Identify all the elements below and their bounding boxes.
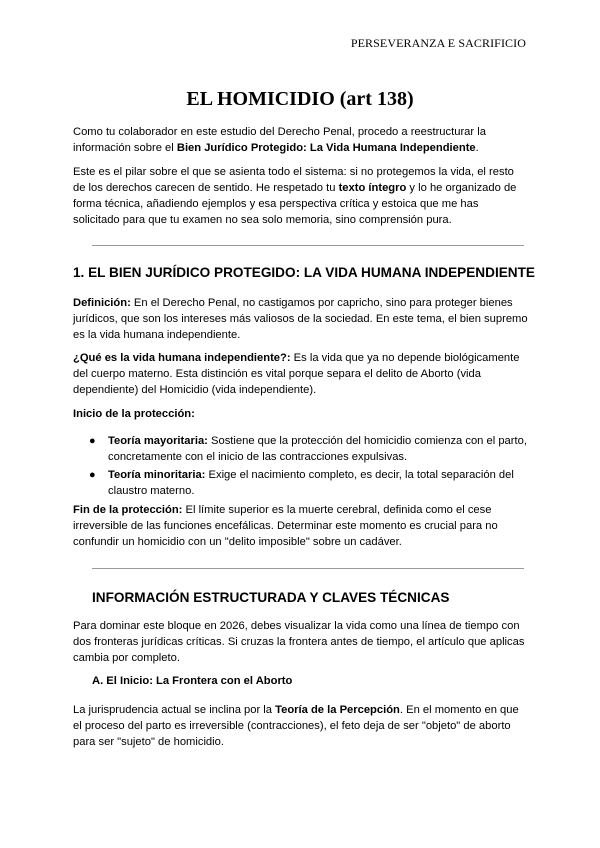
document-title: EL HOMICIDIO (art 138) (186, 88, 414, 110)
intro-p1-text: Como tu colaborador en este estudio del Derecho Penal, procedo a reestructurar la información sobre el (73, 126, 486, 154)
theory-text: Sostiene que la protección del homicidio comienza con el parto, concretamente con el inicio de las contracciones expulsivas. (108, 435, 527, 463)
inicio-label: Inicio de la protección: (73, 408, 195, 420)
question-text: Es la vida que ya no depende biológicamente del cuerpo materno. Esta distinción es vital porque separa el delito de Aborto (vida dependiente) del Homicidio (vida independiente). (73, 352, 520, 396)
percepcion-text: La jurisprudencia actual se inclina por la (73, 704, 276, 716)
fin-text: El límite superior es la muerte cerebral, definida como el cese irreversible de las funciones encefálicas. Determinar este momento es crucial para no confundir un homicidio con un "delito imposible" sobre un cadáver. (73, 504, 498, 548)
intro-p1-bold: Bien Jurídico Protegido: La Vida Humana Independiente (176, 142, 476, 154)
bullet-icon: ● (89, 435, 96, 447)
section-2-heading: INFORMACIÓN ESTRUCTURADA Y CLAVES TÉCNICAS (92, 590, 450, 605)
list-item (73, 433, 528, 465)
horizontal-divider (92, 568, 524, 569)
theory-label: Teoría minoritaria: (108, 469, 206, 481)
question-label: ¿Qué es la vida humana independiente?: (73, 352, 291, 364)
subsection-heading: A. El Inicio: La Frontera con el Aborto (92, 675, 293, 687)
definition-paragraph (73, 295, 528, 343)
intro-paragraph-2 (73, 164, 528, 228)
header-motto: PERSEVERANZA E SACRIFICIO (350, 36, 526, 50)
fin-label: Fin de la protección: (73, 504, 183, 516)
intro-p2-text: Este es el pilar sobre el que se asienta todo el sistema: si no protegemos la vida, el resto de los derechos carecen de sentido. He respetado tu (73, 166, 514, 194)
inicio-heading (73, 406, 528, 422)
horizontal-divider (92, 245, 524, 246)
intro-p1-end: . (475, 142, 479, 154)
intro-p2-bold: texto íntegro (338, 182, 407, 194)
percepcion-bold: Teoría de la Percepción (275, 704, 400, 716)
theory-label: Teoría mayoritaria: (108, 435, 208, 447)
intro-paragraph-1 (73, 124, 528, 156)
list-item (73, 467, 528, 499)
definition-text: En el Derecho Penal, no castigamos por capricho, sino para proteger bienes jurídicos, que son los intereses más valiosos de la sociedad. En este tema, el bien supremo es la vida humana independiente. (73, 297, 528, 341)
bullet-icon: ● (89, 469, 96, 481)
section-1-heading: 1. EL BIEN JURÍDICO PROTEGIDO: LA VIDA HUMANA INDEPENDIENTE (73, 265, 535, 280)
question-paragraph (73, 350, 528, 398)
fin-paragraph (73, 502, 528, 550)
theory-text: Exige el nacimiento completo, es decir, la total separación del claustro materno. (108, 469, 514, 497)
section-2-paragraph: Para dominar este bloque en 2026, debes visualizar la vida como una línea de tiempo con dos fronteras jurídicas críticas. Si cruzas la frontera antes de tiempo, el artículo que aplicas cambia por completo. (73, 620, 525, 664)
definition-label: Definición: (73, 297, 131, 309)
theories-list (73, 433, 528, 501)
percepcion-paragraph (73, 702, 528, 750)
intro-p2-end: y lo he organizado de forma técnica, añadiendo ejemplos y esa perspectiva crítica y estoica que me has solicitado para que tu examen no sea solo memoria, sino comprensión pura. (73, 182, 517, 226)
percepcion-end: . En el momento en que el proceso del parto es irreversible (contracciones), el feto deja de ser "objeto" de aborto para ser "sujeto" de homicidio. (73, 704, 519, 748)
